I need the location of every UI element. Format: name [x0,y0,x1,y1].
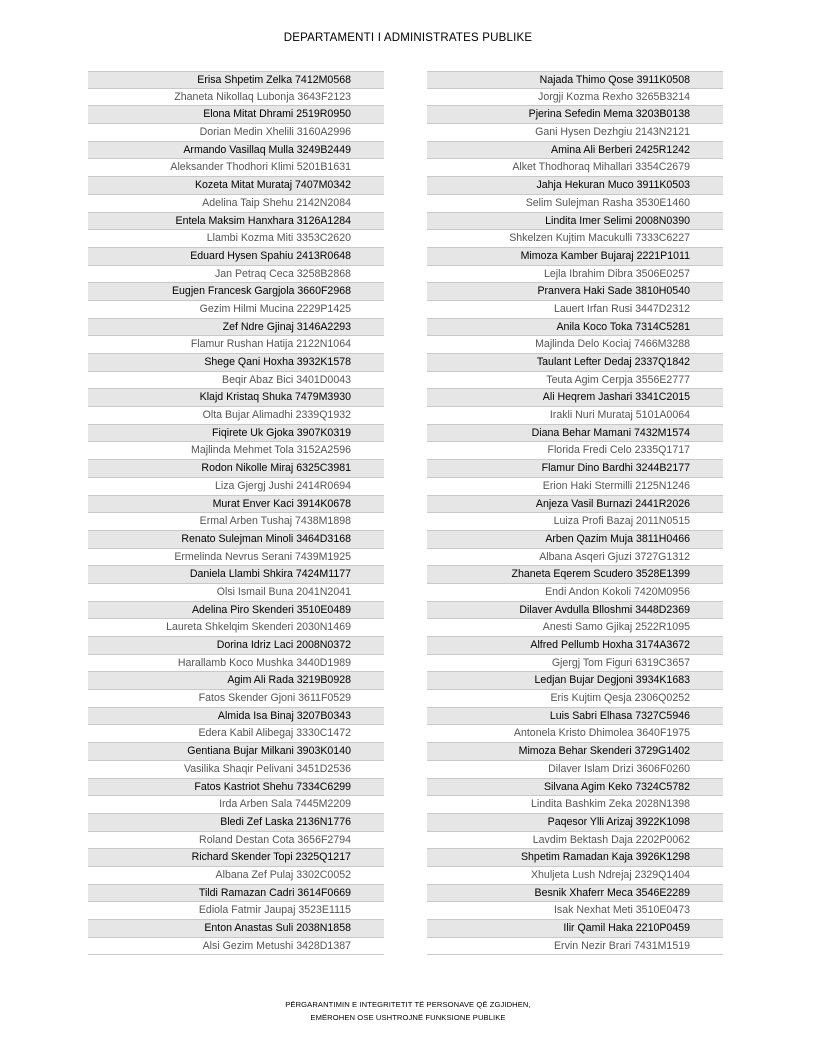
list-item: Jahja Hekuran Muco 3911K0503 [427,177,723,195]
list-item: Florida Fredi Celo 2335Q1717 [427,442,723,460]
footer-line-2: EMËROHEN OSE USHTROJNË FUNKSIONE PUBLIKE [310,1013,506,1022]
list-item: Shege Qani Hoxha 3932K1578 [88,354,384,372]
list-item: Selim Sulejman Rasha 3530E1460 [427,195,723,213]
list-item: Alfred Pellumb Hoxha 3174A3672 [427,637,723,655]
list-item: Shkelzen Kujtim Macukulli 7333C6227 [427,230,723,248]
list-item: Llambi Kozma Miti 3353C2620 [88,230,384,248]
list-item: Anjeza Vasil Burnazi 2441R2026 [427,496,723,514]
list-item: Lindita Bashkim Zeka 2028N1398 [427,796,723,814]
list-item: Ermal Arben Tushaj 7438M1898 [88,513,384,531]
list-item: Anesti Samo Gjikaj 2522R1095 [427,619,723,637]
list-item: Eduard Hysen Spahiu 2413R0648 [88,248,384,266]
list-item: Albana Asqeri Gjuzi 3727G1312 [427,549,723,567]
list-item: Amina Ali Berberi 2425R1242 [427,142,723,160]
list-item: Daniela Llambi Shkira 7424M1177 [88,566,384,584]
list-item: Flamur Dino Bardhi 3244B2177 [427,460,723,478]
list-item: Murat Enver Kaci 3914K0678 [88,496,384,514]
list-item: Irda Arben Sala 7445M2209 [88,796,384,814]
list-item: Beqir Abaz Bici 3401D0043 [88,372,384,390]
list-item: Pjerina Sefedin Mema 3203B0138 [427,106,723,124]
list-item: Eugjen Francesk Gargjola 3660F2968 [88,283,384,301]
list-item: Adelina Piro Skenderi 3510E0489 [88,602,384,620]
list-item: Dorina Idriz Laci 2008N0372 [88,637,384,655]
list-item: Lindita Imer Selimi 2008N0390 [427,213,723,231]
list-item: Luiza Profi Bazaj 2011N0515 [427,513,723,531]
list-item: Jan Petraq Ceca 3258B2868 [88,266,384,284]
list-item: Richard Skender Topi 2325Q1217 [88,849,384,867]
list-item: Anila Koco Toka 7314C5281 [427,319,723,337]
list-item: Liza Gjergj Jushi 2414R0694 [88,478,384,496]
list-item: Kozeta Mitat Murataj 7407M0342 [88,177,384,195]
list-item: Enton Anastas Suli 2038N1858 [88,920,384,938]
list-item: Flamur Rushan Hatija 2122N1064 [88,336,384,354]
list-item: Adelina Taip Shehu 2142N2084 [88,195,384,213]
list-item: Lavdim Bektash Daja 2202P0062 [427,832,723,850]
list-item: Harallamb Koco Mushka 3440D1989 [88,655,384,673]
list-item: Diana Behar Mamani 7432M1574 [427,425,723,443]
list-item: Irakli Nuri Murataj 5101A0064 [427,407,723,425]
list-item: Gani Hysen Dezhgiu 2143N2121 [427,124,723,142]
list-item: Alsi Gezim Metushi 3428D1387 [88,938,384,956]
list-item: Fatos Skender Gjoni 3611F0529 [88,690,384,708]
list-item: Aleksander Thodhori Klimi 5201B1631 [88,159,384,177]
list-item: Zhaneta Eqerem Scudero 3528E1399 [427,566,723,584]
list-item: Erion Haki Stermilli 2125N1246 [427,478,723,496]
list-item: Roland Destan Cota 3656F2794 [88,832,384,850]
list-item: Fatos Kastriot Shehu 7334C6299 [88,779,384,797]
list-item: Alket Thodhoraq Mihallari 3354C2679 [427,159,723,177]
list-item: Antonela Kristo Dhimolea 3640F1975 [427,725,723,743]
list-item: Taulant Lefter Dedaj 2337Q1842 [427,354,723,372]
list-item: Olsi Ismail Buna 2041N2041 [88,584,384,602]
list-item: Erisa Shpetim Zelka 7412M0568 [88,71,384,89]
list-item: Ediola Fatmir Jaupaj 3523E1115 [88,902,384,920]
list-item: Najada Thimo Qose 3911K0508 [427,71,723,89]
list-item: Ervin Nezir Brari 7431M1519 [427,938,723,956]
left-column [88,71,384,955]
list-item: Mimoza Behar Skenderi 3729G1402 [427,743,723,761]
list-item: Vasilika Shaqir Pelivani 3451D2536 [88,761,384,779]
list-item: Lejla Ibrahim Dibra 3506E0257 [427,266,723,284]
list-item: Pranvera Haki Sade 3810H0540 [427,283,723,301]
list-item: Agim Ali Rada 3219B0928 [88,672,384,690]
list-item: Olta Bujar Alimadhi 2339Q1932 [88,407,384,425]
list-item: Eris Kujtim Qesja 2306Q0252 [427,690,723,708]
list-item: Isak Nexhat Meti 3510E0473 [427,902,723,920]
list-item: Paqesor Ylli Arizaj 3922K1098 [427,814,723,832]
list-item: Xhuljeta Lush Ndrejaj 2329Q1404 [427,867,723,885]
list-item: Silvana Agim Keko 7324C5782 [427,779,723,797]
list-item: Bledi Zef Laska 2136N1776 [88,814,384,832]
list-item: Shpetim Ramadan Kaja 3926K1298 [427,849,723,867]
list-item: Fiqirete Uk Gjoka 3907K0319 [88,425,384,443]
list-item: Dilaver Avdulla Blloshmi 3448D2369 [427,602,723,620]
footer-line-1: PËRGARANTIMIN E INTEGRITETIT TË PERSONAVE QË ZGJIDHEN, [285,1000,531,1009]
list-item: Klajd Kristaq Shuka 7479M3930 [88,389,384,407]
list-item: Renato Sulejman Minoli 3464D3168 [88,531,384,549]
list-item: Armando Vasillaq Mulla 3249B2449 [88,142,384,160]
list-item: Elona Mitat Dhrami 2519R0950 [88,106,384,124]
list-item: Luis Sabri Elhasa 7327C5946 [427,708,723,726]
list-item: Edera Kabil Alibegaj 3330C1472 [88,725,384,743]
list-item: Gezim Hilmi Mucina 2229P1425 [88,301,384,319]
list-item: Mimoza Kamber Bujaraj 2221P1011 [427,248,723,266]
list-item: Tildi Ramazan Cadri 3614F0669 [88,885,384,903]
list-item: Dilaver Islam Drizi 3606F0260 [427,761,723,779]
list-item: Ledjan Bujar Degjoni 3934K1683 [427,672,723,690]
list-item: Lauert Irfan Rusi 3447D2312 [427,301,723,319]
list-item: Dorian Medin Xhelili 3160A2996 [88,124,384,142]
list-item: Rodon Nikolle Miraj 6325C3981 [88,460,384,478]
list-item: Gentiana Bujar Milkani 3903K0140 [88,743,384,761]
list-item: Laureta Shkelqim Skenderi 2030N1469 [88,619,384,637]
list-item: Gjergj Tom Figuri 6319C3657 [427,655,723,673]
list-item: Zef Ndre Gjinaj 3146A2293 [88,319,384,337]
list-item: Majlinda Delo Kociaj 7466M3288 [427,336,723,354]
list-item: Ilir Qamil Haka 2210P0459 [427,920,723,938]
list-item: Teuta Agim Cerpja 3556E2777 [427,372,723,390]
list-item: Almida Isa Binaj 3207B0343 [88,708,384,726]
list-item: Endi Andon Kokoli 7420M0956 [427,584,723,602]
list-item: Ali Heqrem Jashari 3341C2015 [427,389,723,407]
right-column [427,71,723,955]
list-item: Ermelinda Nevrus Serani 7439M1925 [88,549,384,567]
list-item: Besnik Xhaferr Meca 3546E2289 [427,885,723,903]
list-item: Albana Zef Pulaj 3302C0052 [88,867,384,885]
list-item: Zhaneta Nikollaq Lubonja 3643F2123 [88,89,384,107]
footer [0,998,816,1024]
page-title: DEPARTAMENTI I ADMINISTRATES PUBLIKE [283,32,533,44]
list-item: Majlinda Mehmet Tola 3152A2596 [88,442,384,460]
list-item: Arben Qazim Muja 3811H0466 [427,531,723,549]
list-item: Entela Maksim Hanxhara 3126A1284 [88,213,384,231]
list-item: Jorgji Kozma Rexho 3265B3214 [427,89,723,107]
